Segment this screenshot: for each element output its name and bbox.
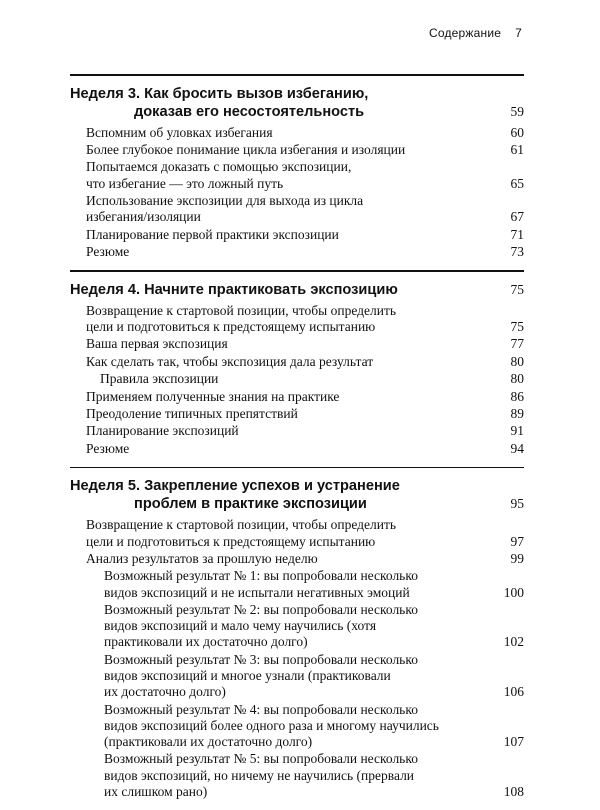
toc-entry-text-line: Возможный результат № 5: вы попробовали несколько <box>104 751 418 767</box>
toc-entry-text-line: Возвращение к стартовой позиции, чтобы определить <box>86 302 397 318</box>
toc-entry <box>70 751 524 800</box>
toc-entry-text-line: избегания/изоляции <box>86 209 201 225</box>
toc-entry <box>70 371 524 387</box>
toc-entry-text-line: практиковали их достаточно долго) <box>104 634 308 650</box>
toc-entry-text-line: Возможный результат № 4: вы попробовали несколько <box>104 701 418 717</box>
toc-entry-text-line: Ваша первая экспозиция <box>86 336 228 352</box>
toc-entry-text-line: видов экспозиций, но ничему не научились (прервали <box>104 767 415 783</box>
toc-entry-text-line: их слишком рано) <box>104 783 208 799</box>
toc-entry-page-number: 75 <box>510 318 524 334</box>
entry-list <box>70 517 524 800</box>
section-heading <box>70 85 524 121</box>
section-heading-line: доказав его несостоятельность <box>134 103 365 120</box>
section-page-number: 59 <box>510 103 524 119</box>
toc-entry <box>70 227 524 243</box>
toc-entry-text-line: видов экспозиций и мало чему научились (хотя <box>104 618 377 634</box>
toc-entry-text-line: Попытаемся доказать с помощью экспозиции, <box>86 159 352 175</box>
toc-entry <box>70 652 524 701</box>
running-header-title: Содержание <box>428 26 502 40</box>
toc-entry-text-line: Использование экспозиции для выхода из цикла <box>86 192 364 208</box>
toc-entry-page-number: 102 <box>503 634 524 650</box>
toc-entry-text-line: (практиковали их достаточно долго) <box>104 734 313 750</box>
toc-entry-text-line: Резюме <box>86 243 130 259</box>
toc-entry-page-number: 61 <box>510 141 524 157</box>
toc-entry <box>70 142 524 158</box>
toc-entry-page-number: 94 <box>510 440 524 456</box>
section-heading-line: проблем в практике экспозиции <box>134 496 367 513</box>
toc-entry-page-number: 100 <box>503 584 524 600</box>
toc-entry-text-line: Анализ результатов за прошлую неделю <box>86 551 318 567</box>
toc-entry-page-number: 107 <box>503 734 524 750</box>
toc-entry <box>70 517 524 549</box>
toc-entry-page-number: 99 <box>510 551 524 567</box>
toc-entry-page-number: 80 <box>510 353 524 369</box>
toc-entry-text-line: видов экспозиций более одного раза и многому научились <box>104 717 439 733</box>
toc-entry-text-line: Преодоление типичных препятствий <box>86 405 298 421</box>
entry-list <box>70 303 524 457</box>
section-divider <box>70 467 524 469</box>
toc-entry <box>70 551 524 567</box>
toc-entry <box>70 354 524 370</box>
toc-entry-page-number: 89 <box>510 405 524 421</box>
toc-entry-page-number: 108 <box>503 783 524 799</box>
running-header-page-number: 7 <box>515 26 522 40</box>
toc-entry <box>70 602 524 651</box>
running-header <box>429 26 522 40</box>
toc-entry <box>70 336 524 352</box>
toc-entry-text-line: видов экспозиций и не испытали негативных эмоций <box>104 584 410 600</box>
section-heading <box>70 281 524 299</box>
toc-entry <box>70 303 524 335</box>
toc-entry-text-line: их достаточно долго) <box>104 684 226 700</box>
section-heading-line: Неделя 4. Начните практиковать экспозицию <box>70 281 398 298</box>
toc-entry-page-number: 91 <box>510 423 524 439</box>
toc-entry <box>70 159 524 191</box>
toc-entry-text-line: Вспомним об уловках избегания <box>86 124 273 140</box>
toc-entry <box>70 125 524 141</box>
toc-entry-page-number: 73 <box>510 243 524 259</box>
toc-entry-text-line: Применяем полученные знания на практике <box>86 388 340 404</box>
toc-entry <box>70 389 524 405</box>
toc-entry-text-line: видов экспозиций и многое узнали (практиковали <box>104 668 391 684</box>
toc-entry <box>70 406 524 422</box>
section-divider <box>70 74 524 76</box>
entry-list <box>70 125 524 261</box>
toc-entry <box>70 441 524 457</box>
toc-entry-page-number: 97 <box>510 533 524 549</box>
toc-entry-text-line: Возможный результат № 2: вы попробовали несколько <box>104 602 418 618</box>
toc-entry-page-number: 65 <box>510 175 524 191</box>
toc-entry-text-line: Возможный результат № 3: вы попробовали несколько <box>104 651 418 667</box>
toc-entry-text-line: Правила экспозиции <box>100 371 219 387</box>
toc-entry-text-line: цели и подготовиться к предстоящему испытанию <box>86 533 376 549</box>
toc-entry-text-line: Резюме <box>86 440 130 456</box>
toc-entry-page-number: 80 <box>510 371 524 387</box>
toc-entry-page-number: 71 <box>510 226 524 242</box>
toc-section <box>70 467 524 800</box>
toc-entry-page-number: 60 <box>510 124 524 140</box>
section-page-number: 75 <box>510 281 524 297</box>
toc-entry-text-line: Возможный результат № 1: вы попробовали несколько <box>104 568 418 584</box>
toc-entry-page-number: 106 <box>503 684 524 700</box>
toc-entry-text-line: Возвращение к стартовой позиции, чтобы определить <box>86 517 397 533</box>
toc-section <box>70 74 524 260</box>
toc-entry-text-line: цели и подготовиться к предстоящему испытанию <box>86 318 376 334</box>
toc-entry-page-number: 77 <box>510 336 524 352</box>
toc-entry-text-line: Более глубокое понимание цикла избегания и изоляции <box>86 141 406 157</box>
section-page-number: 95 <box>510 496 524 512</box>
toc-entry <box>70 702 524 751</box>
toc-entry <box>70 244 524 260</box>
toc-entry-text-line: Планирование экспозиций <box>86 423 239 439</box>
toc-entry <box>70 568 524 600</box>
toc-entry-page-number: 67 <box>510 209 524 225</box>
section-divider <box>70 270 524 272</box>
toc-entry-text-line: Как сделать так, чтобы экспозиция дала результат <box>86 353 374 369</box>
toc-entry-page-number: 86 <box>510 388 524 404</box>
toc-entry <box>70 423 524 439</box>
section-heading <box>70 477 524 513</box>
section-heading-line: Неделя 5. Закрепление успехов и устранение <box>70 478 400 495</box>
toc-entry <box>70 193 524 225</box>
toc-entry-text-line: Планирование первой практики экспозиции <box>86 226 339 242</box>
toc-section <box>70 270 524 457</box>
section-heading-line: Неделя 3. Как бросить вызов избеганию, <box>70 85 369 102</box>
toc-entry-text-line: что избегание — это ложный путь <box>86 175 284 191</box>
table-of-contents <box>70 68 524 810</box>
